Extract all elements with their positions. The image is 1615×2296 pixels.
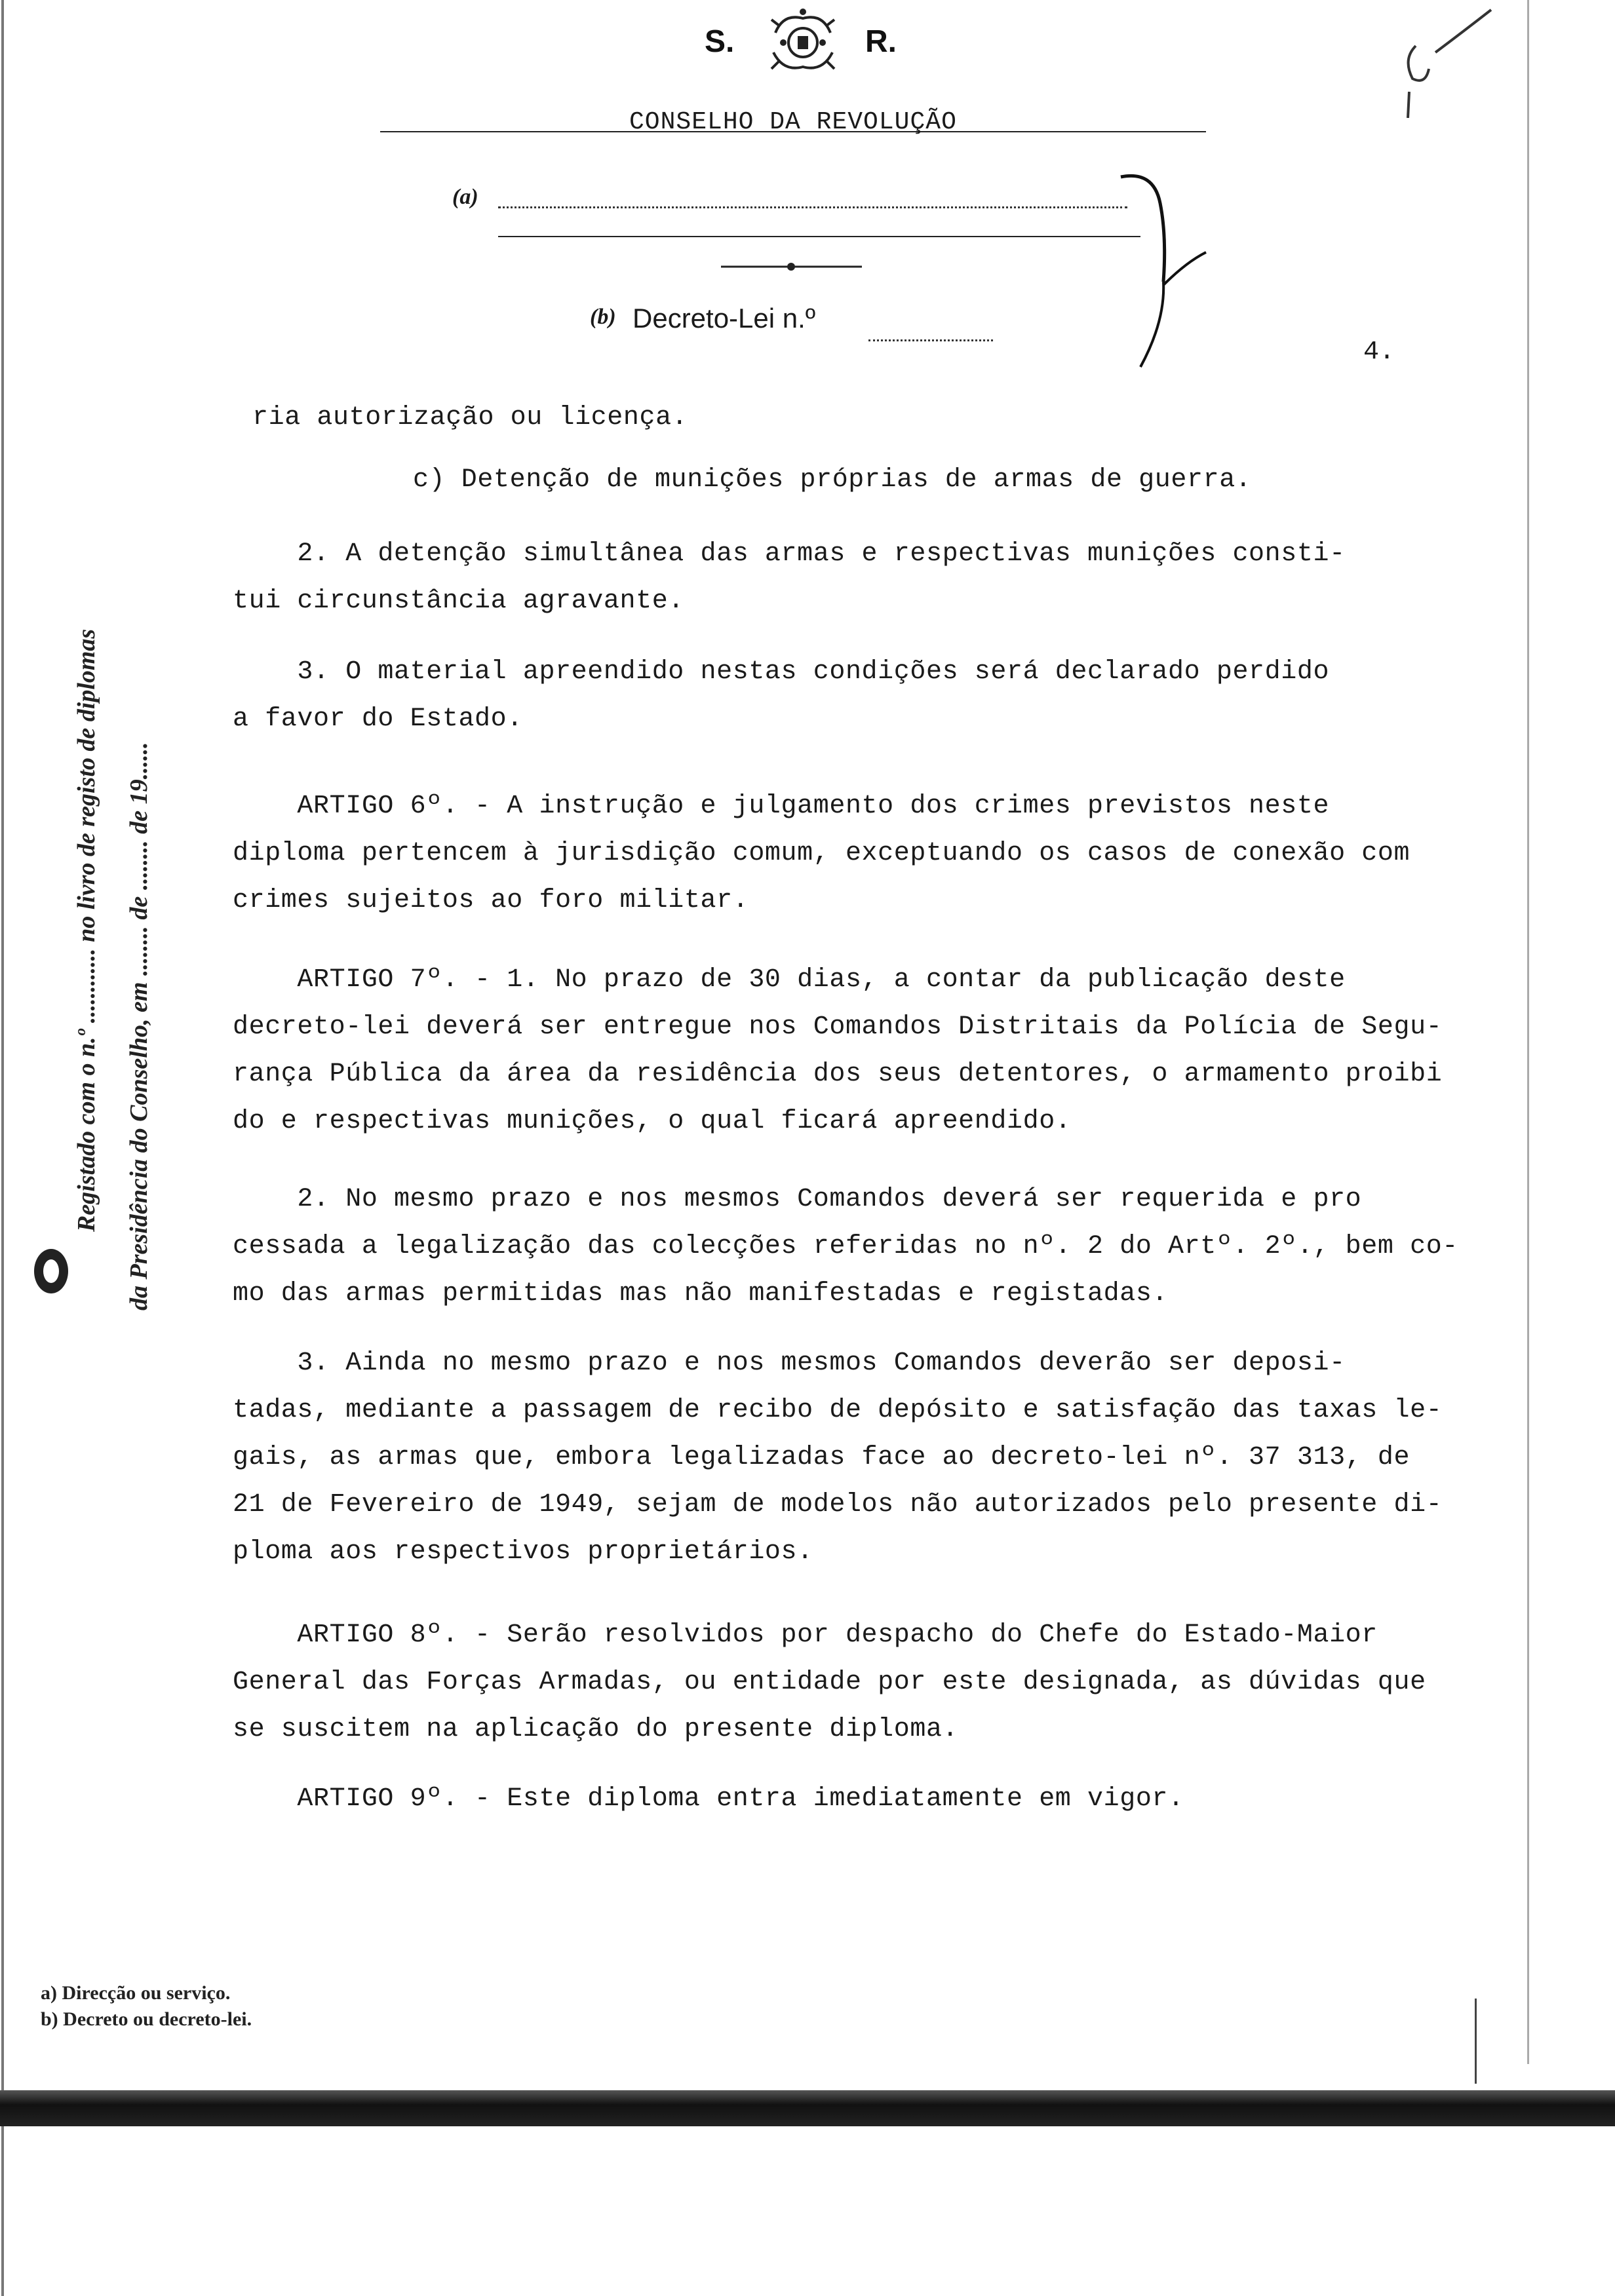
stamp-emblem-icon	[31, 1245, 71, 1297]
ref-a-line	[498, 206, 1127, 208]
footnote-a: a) Direcção ou serviço.	[41, 1982, 231, 2004]
header-rule-2	[498, 236, 1140, 237]
body-line: se suscitem na aplicação do presente diploma.	[233, 1715, 959, 1744]
body-line: tui circunstância agravante.	[233, 586, 684, 616]
paragraph-2	[233, 531, 1465, 625]
header-letter-r: R.	[865, 24, 897, 59]
body-line: ARTIGO 6º. - A instrução e julgamento dos crimes previstos neste	[233, 792, 1330, 821]
handwritten-bracket	[1114, 164, 1232, 373]
registration-line-2: da Presidência do Conselho, em ........ de ........ de 19......	[125, 742, 153, 1311]
body-line: ploma aos respectivos proprietários.	[233, 1537, 813, 1567]
registration-line-1: Registado com o n.º ............ no livro de registo de diplomas	[73, 628, 100, 1232]
scan-edge-left	[1, 0, 4, 2296]
body-line: ria autorização ou licença.	[252, 403, 688, 432]
artigo-9	[233, 1776, 1465, 1823]
artigo-7-item-2	[233, 1176, 1465, 1318]
body-line: cessada a legalização das colecções referidas no nº. 2 do Artº. 2º., bem co-	[233, 1232, 1458, 1261]
body-line: gais, as armas que, embora legalizadas face ao decreto-lei nº. 37 313, de	[233, 1443, 1411, 1472]
handwritten-mark	[1390, 7, 1494, 118]
body-line: ARTIGO 7º. - 1. No prazo de 30 dias, a contar da publicação deste	[233, 965, 1346, 995]
artigo-8	[233, 1612, 1465, 1753]
body-line: ARTIGO 8º. - Serão resolvidos por despacho do Chefe do Estado-Maior	[233, 1620, 1378, 1650]
body-line: mo das armas permitidas mas não manifestadas e registadas.	[233, 1279, 1169, 1309]
body-line: rança Pública da área da residência dos seus detentores, o armamento proibi	[233, 1060, 1443, 1089]
ref-b-marker: (b)	[590, 305, 616, 329]
body-line: 3. Ainda no mesmo prazo e nos mesmos Comandos deverão ser deposi-	[233, 1349, 1346, 1378]
artigo-7-item-3	[233, 1340, 1465, 1576]
footnote-b: b) Decreto ou decreto-lei.	[41, 2008, 252, 2030]
body-line: crimes sujeitos ao foro militar.	[233, 886, 749, 915]
body-line: 2. A detenção simultânea das armas e respectivas munições consti-	[233, 539, 1346, 569]
body-line: a favor do Estado.	[233, 704, 523, 734]
ornament-separator	[721, 260, 862, 273]
body-line: do e respectivas munições, o qual ficará apreendido.	[233, 1107, 1072, 1136]
scan-bottom-bar	[0, 2090, 1615, 2126]
margin-rule	[1475, 1999, 1477, 2084]
body-line: 3. O material apreendido nestas condições será declarado perdido	[233, 657, 1330, 687]
paragraph-3	[233, 649, 1465, 743]
artigo-7	[233, 957, 1465, 1145]
body-line: diploma pertencem à jurisdição comum, exceptuando os casos de conexão com	[233, 839, 1411, 868]
council-title: CONSELHO DA REVOLUÇÃO	[629, 108, 957, 136]
body-line: tadas, mediante a passagem de recibo de depósito e satisfação das taxas le-	[233, 1396, 1443, 1425]
body-line: 21 de Fevereiro de 1949, sejam de modelos não autorizados pelo presente di-	[233, 1490, 1443, 1520]
body-line: 2. No mesmo prazo e nos mesmos Comandos deverá ser requerida e pro	[233, 1185, 1362, 1214]
republic-coat-of-arms-icon	[764, 7, 842, 79]
body-line: ARTIGO 9º. - Este diploma entra imediatamente em vigor.	[233, 1784, 1184, 1814]
header-letter-s: S.	[705, 24, 735, 59]
decreto-number-line	[868, 339, 993, 341]
decreto-label: Decreto-Lei n.º	[632, 303, 816, 334]
body-line: General das Forças Armadas, ou entidade por este designada, as dúvidas que	[233, 1668, 1426, 1697]
ref-a-marker: (a)	[452, 185, 478, 209]
page-number: 4.	[1363, 337, 1395, 367]
scan-edge-right	[1527, 0, 1529, 2064]
body-line: decreto-lei deverá ser entregue nos Comandos Distritais da Polícia de Segu-	[233, 1012, 1443, 1042]
body-line: c) Detenção de munições próprias de armas de guerra.	[413, 465, 1252, 495]
artigo-6	[233, 783, 1465, 925]
